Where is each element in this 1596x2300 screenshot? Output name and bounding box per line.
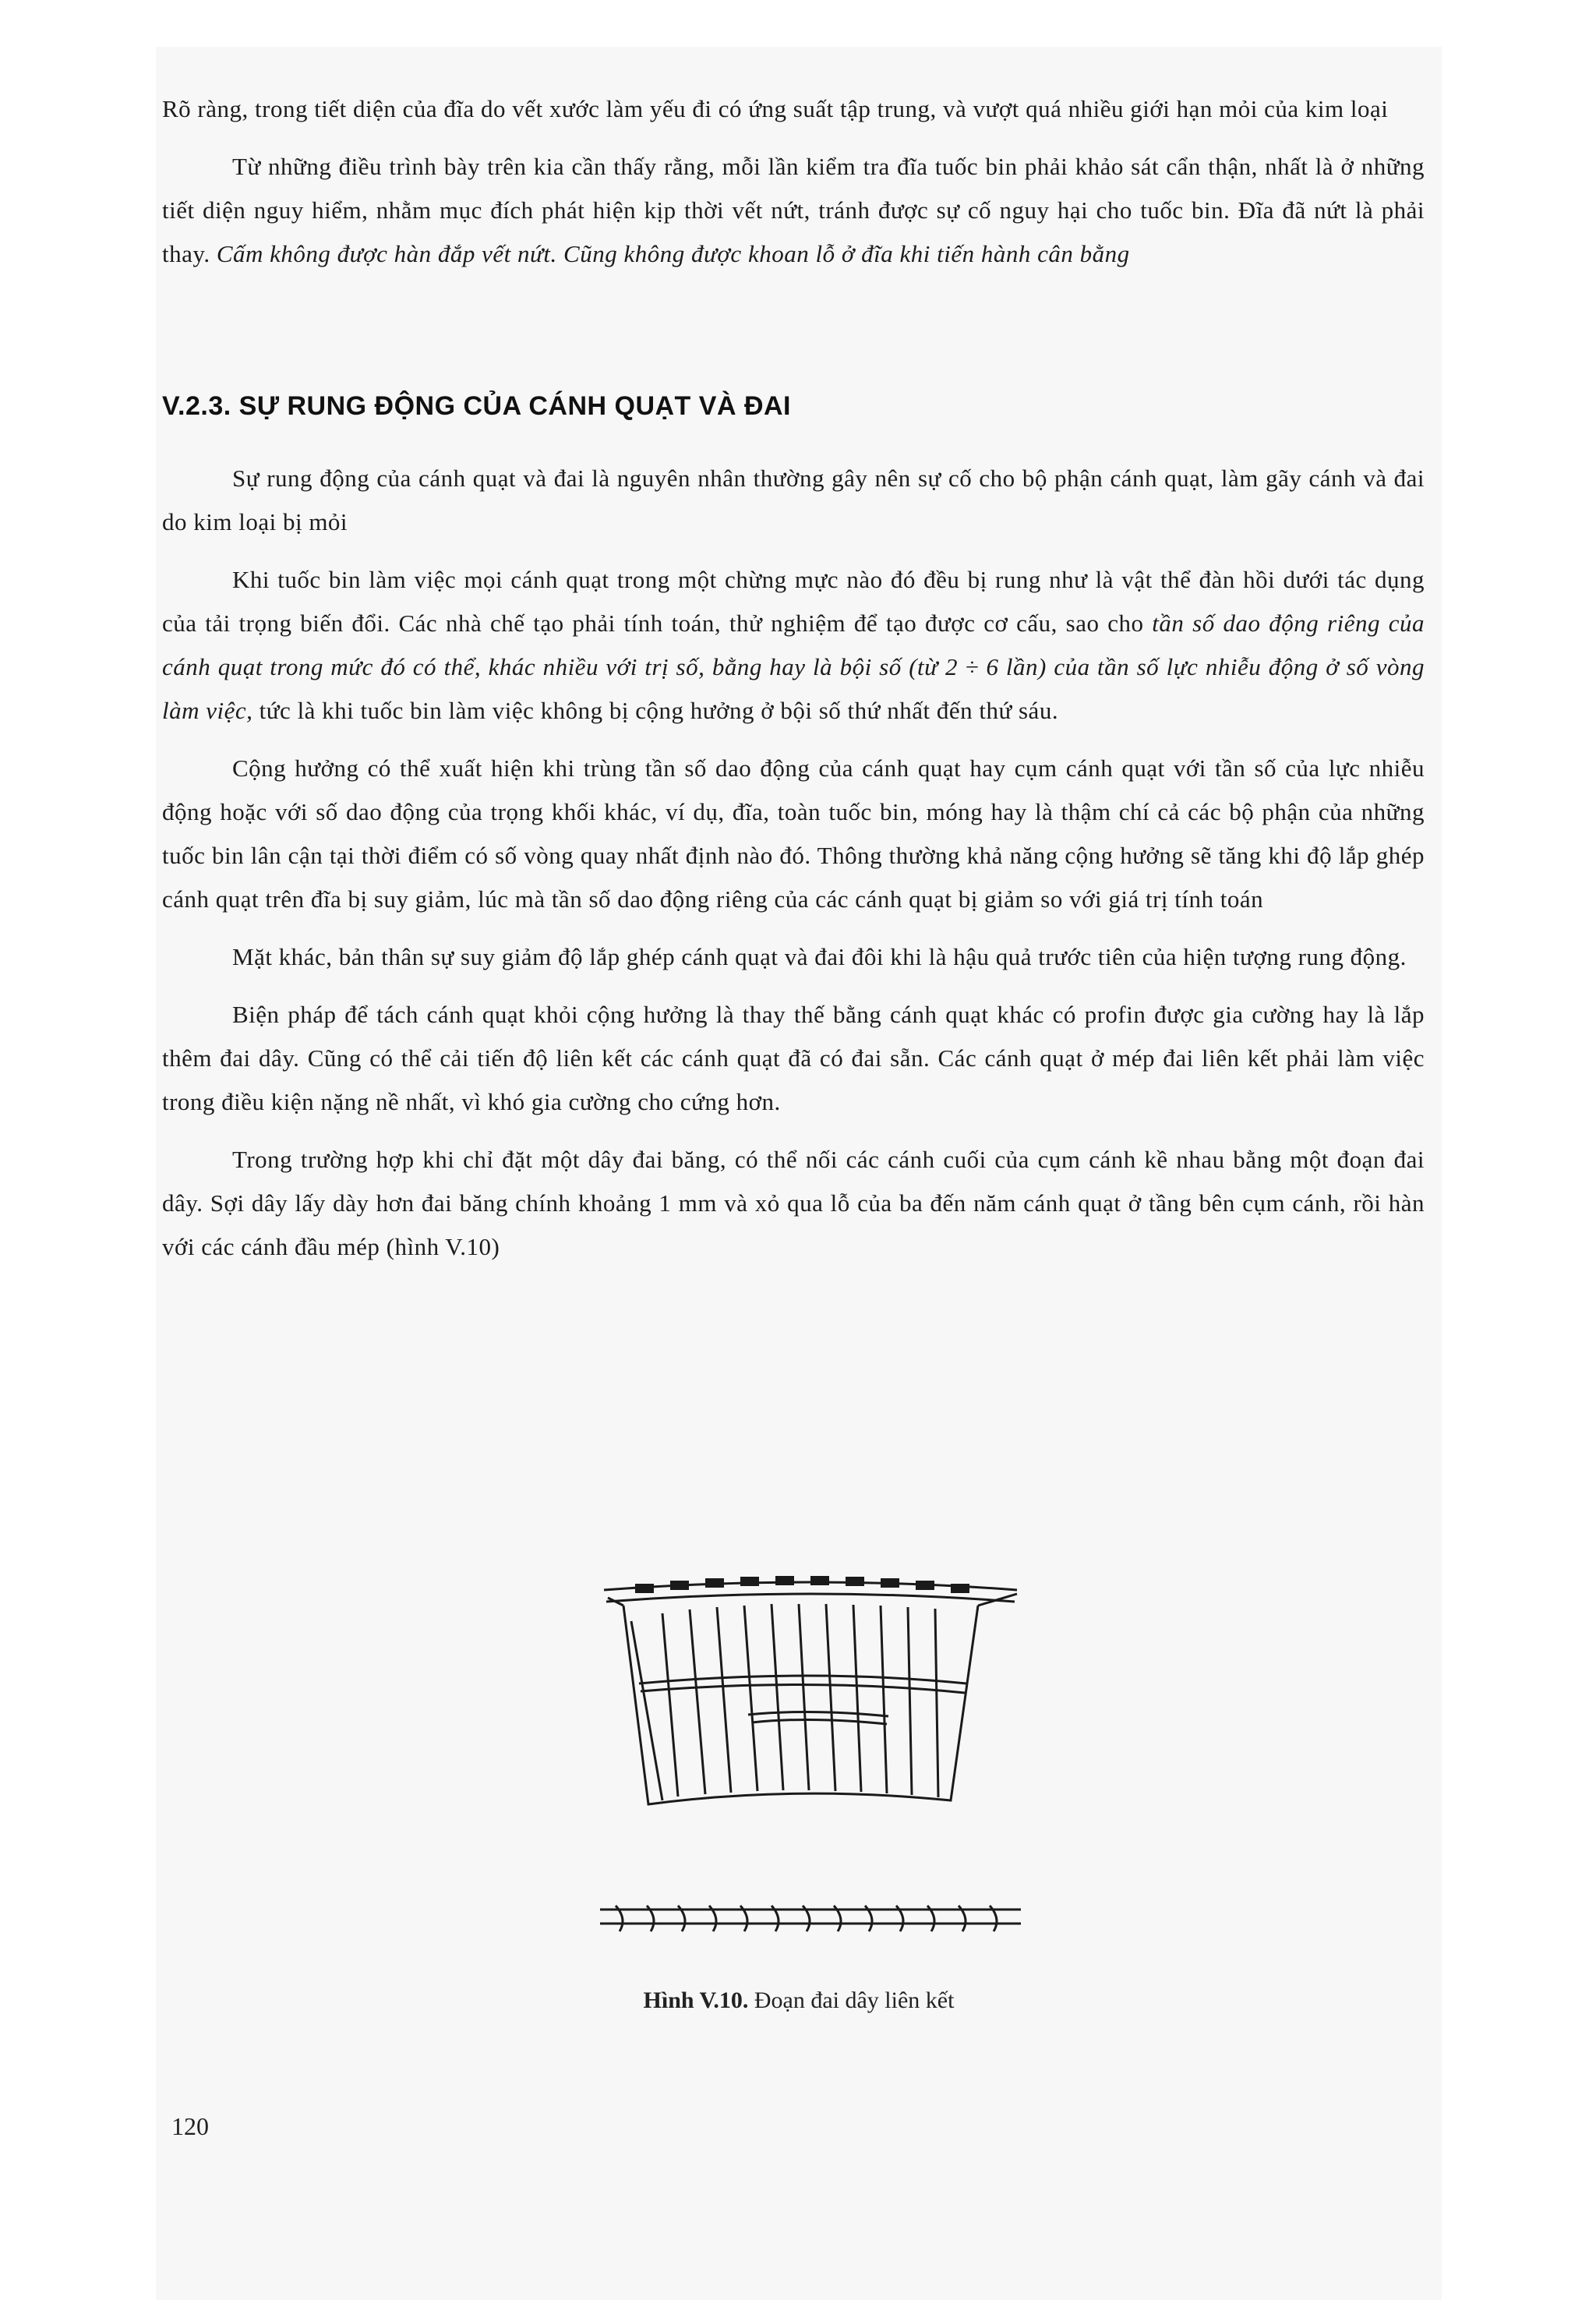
section-body xyxy=(162,457,1425,1269)
figure-blade-wire-band xyxy=(592,1567,1029,2050)
figure-caption-text: Đoạn đai dây liên kết xyxy=(754,1987,955,2013)
figure-caption xyxy=(565,1987,1033,2014)
rivet-heads xyxy=(635,1576,969,1593)
intro-paragraph-2-text: Từ những điều trình bày trên kia cần thấy rằng, mỗi lần kiểm tra đĩa tuốc bin phải khảo sát cẩn thận, nhất là ở những tiết diện nguy hiểm, nhằm mục đích phát hiện kịp thời vết nứt, tránh được sự cố nguy hại cho tuốc bin. Đĩa đã nứt là phải thay. xyxy=(162,153,1425,267)
blade-cluster-drawing xyxy=(592,1567,1029,1972)
section-paragraph-6 xyxy=(162,1138,1425,1269)
section-paragraph-5 xyxy=(162,993,1425,1124)
intro-paragraph-1-text: Rõ ràng, trong tiết diện của đĩa do vết xước làm yếu đi có ứng suất tập trung, và vượt quá nhiều giới hạn mỏi của kim loại xyxy=(162,95,1389,122)
section-paragraph-3-text: Cộng hưởng có thể xuất hiện khi trùng tần số dao động của cánh quạt hay cụm cánh quạt với tần số của lực nhiễu động hoặc với số dao động của trọng khối khác, ví dụ, đĩa, toàn tuốc bin, móng hay là thậm chí cả các bộ phận của những tuốc bin lân cận tại thời điểm có số vòng quay nhất định nào đó. Thông thường khả năng cộng hưởng sẽ tăng khi độ lắp ghép cánh quạt trên đĩa bị suy giảm, lúc mà tần số dao động riêng của các cánh quạt bị giảm so với giá trị tính toán xyxy=(162,754,1425,913)
section-paragraph-1 xyxy=(162,457,1425,544)
intro-paragraph-2-italic: Cấm không được hàn đắp vết nứt. Cũng không được khoan lỗ ở đĩa khi tiến hành cân bằng xyxy=(216,240,1130,267)
section-paragraph-2 xyxy=(162,558,1425,733)
band-section-drawing xyxy=(600,1906,1021,1931)
section-paragraph-4 xyxy=(162,935,1425,979)
intro-block xyxy=(162,87,1425,276)
section-paragraph-2-italic: tần số dao động riêng của cánh quạt trong mức đó có thể, khác nhiều với trị số, bằng hay là bội số (từ 2 ÷ 6 lần) của tần số lực nhiễu động ở số vòng làm việc, xyxy=(162,609,1425,724)
section-paragraph-4-text: Mặt khác, bản thân sự suy giảm độ lắp ghép cánh quạt và đai đôi khi là hậu quả trước tiên của hiện tượng rung động. xyxy=(232,943,1407,970)
section-paragraph-5-text: Biện pháp để tách cánh quạt khỏi cộng hưởng là thay thế bằng cánh quạt khác có profin được gia cường hay là lắp thêm đai dây. Cũng có thể cải tiến độ liên kết các cánh quạt đã có đai sẵn. Các cánh quạt ở mép đai liên kết phải làm việc trong điều kiện nặng nề nhất, vì khó gia cường cho cứng hơn. xyxy=(162,1001,1425,1115)
section-heading: V.2.3. SỰ RUNG ĐỘNG CỦA CÁNH QUẠT VÀ ĐAI xyxy=(162,391,791,421)
intro-paragraph-2 xyxy=(162,145,1425,276)
intro-paragraph-1 xyxy=(162,87,1425,131)
section-paragraph-1-text: Sự rung động của cánh quạt và đai là nguyên nhân thường gây nên sự cố cho bộ phận cánh quạt, làm gãy cánh và đai do kim loại bị mỏi xyxy=(162,465,1425,535)
figure-caption-label: Hình V.10. xyxy=(643,1987,749,2013)
page-number: 120 xyxy=(171,2112,209,2140)
section-paragraph-3 xyxy=(162,747,1425,921)
section-paragraph-2-text-b: tức là khi tuốc bin làm việc không bị cộng hưởng ở bội số thứ nhất đến thứ sáu. xyxy=(259,697,1059,724)
section-paragraph-6-text: Trong trường hợp khi chỉ đặt một dây đai băng, có thể nối các cánh cuối của cụm cánh kề nhau bằng một đoạn đai dây. Sợi dây lấy dày hơn đai băng chính khoảng 1 mm và xỏ qua lỗ của ba đến năm cánh quạt ở tầng bên cụm cánh, rồi hàn với các cánh đầu mép (hình V.10) xyxy=(162,1146,1425,1260)
section-paragraph-2-text-a: Khi tuốc bin làm việc mọi cánh quạt trong một chừng mực nào đó đều bị rung như là vật thể đàn hồi dưới tác dụng của tải trọng biến đổi. Các nhà chế tạo phải tính toán, thử nghiệm để tạo được cơ cấu, sao cho xyxy=(162,566,1425,637)
